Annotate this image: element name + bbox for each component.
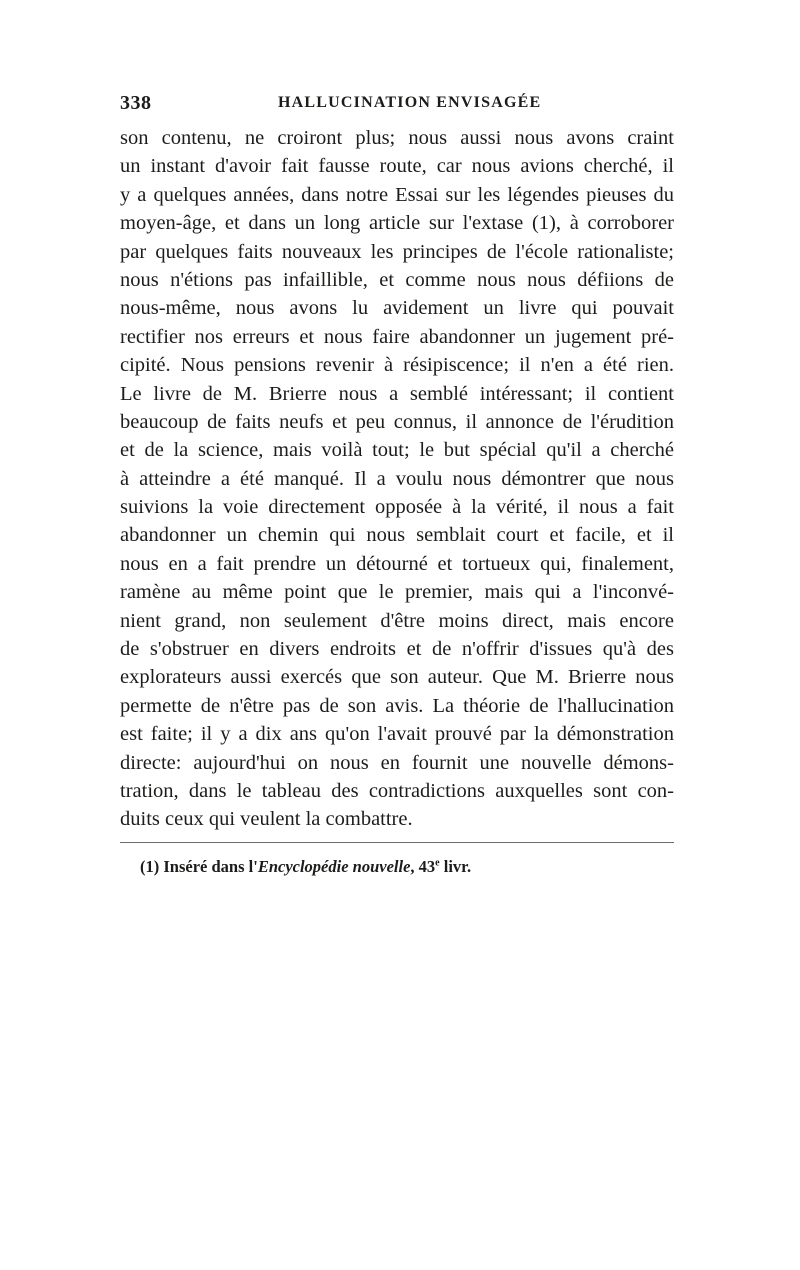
footnote-issue-label: livr. — [439, 857, 472, 876]
footnote-issue-number: , 43 — [410, 857, 436, 876]
text-line: un instant d'avoir fait fausse route, car nous avions cherché, il — [120, 155, 674, 178]
text-line: beaucoup de faits neufs et peu connus, il annonce de l'érudition — [120, 410, 674, 433]
footnote-divider — [120, 842, 674, 843]
text-line: de s'obstruer en divers endroits et de n'offrir d'issues qu'à des — [120, 638, 674, 661]
text-line: ramène au même point que le premier, mais qui a l'inconvé- — [120, 581, 674, 604]
text-line: nient grand, non seulement d'être moins direct, mais encore — [120, 609, 674, 632]
text-line: nous en a fait prendre un détourné et tortueux qui, finalement, — [120, 552, 674, 575]
text-line: suivions la voie directement opposée à la vérité, il nous a fait — [120, 496, 674, 519]
page-number: 338 — [120, 92, 152, 114]
footnote-work-title: Encyclopédie nouvelle — [257, 857, 411, 876]
footnote-superscript: e — [435, 857, 440, 869]
text-line: Le livre de M. Brierre nous a semblé intéressant; il contient — [120, 382, 674, 405]
text-line: y a quelques années, dans notre Essai sur les légendes pieuses du — [120, 183, 674, 206]
footnote — [140, 857, 660, 877]
text-line: par quelques faits nouveaux les principes de l'école rationaliste; — [120, 240, 674, 263]
text-line: cipité. Nous pensions revenir à résipiscence; il n'en a été rien. — [120, 354, 674, 377]
body-text — [120, 124, 674, 834]
text-line: explorateurs aussi exercés que son auteur. Que M. Brierre nous — [120, 666, 674, 689]
text-line: permette de n'être pas de son avis. La théorie de l'hallucination — [120, 694, 674, 717]
text-line: nous-même, nous avons lu avidement un livre qui pouvait — [120, 297, 674, 320]
text-line: abandonner un chemin qui nous semblait court et facile, et il — [120, 524, 674, 547]
text-line: son contenu, ne croiront plus; nous aussi nous avons craint — [120, 127, 674, 149]
text-line: est faite; il y a dix ans qu'on l'avait prouvé par la démonstration — [120, 723, 674, 746]
footnote-marker: (1) — [140, 857, 160, 876]
text-line: à atteindre a été manqué. Il a voulu nous démontrer que nous — [120, 467, 674, 490]
footnote-prefix: Inséré dans l' — [163, 857, 258, 876]
running-head — [120, 92, 674, 120]
text-line: directe: aujourd'hui on nous en fournit une nouvelle démons- — [120, 751, 674, 774]
text-line: rectifier nos erreurs et nous faire abandonner un jugement pré- — [120, 325, 674, 348]
text-line: nous n'étions pas infaillible, et comme nous nous défiions de — [120, 268, 674, 291]
text-line: moyen-âge, et dans un long article sur l'extase (1), à corroborer — [120, 212, 674, 235]
text-line: et de la science, mais voilà tout; le but spécial qu'il a cherché — [120, 439, 674, 462]
text-line: tration, dans le tableau des contradictions auxquelles sont con- — [120, 779, 674, 802]
text-line: duits ceux qui veulent la combattre. — [120, 808, 413, 831]
running-title: HALLUCINATION ENVISAGÉE — [278, 94, 542, 111]
